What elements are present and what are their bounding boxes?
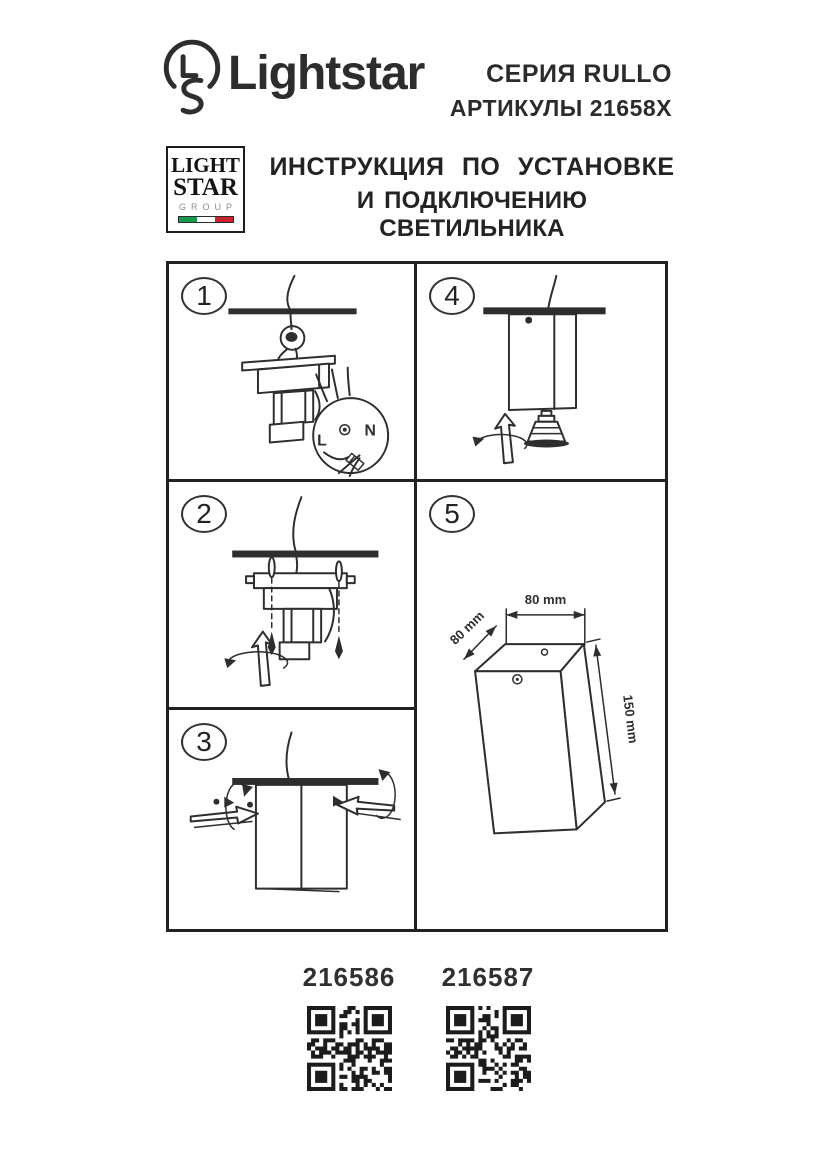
diagram-step-5 bbox=[417, 482, 665, 929]
step-panel-3 bbox=[169, 710, 414, 929]
step-panel-1 bbox=[169, 264, 414, 482]
ceiling-line bbox=[232, 551, 378, 558]
step-panel-5 bbox=[417, 482, 665, 929]
live-label: L bbox=[317, 432, 327, 450]
dim-height-label: 150 mm bbox=[620, 693, 641, 745]
qr-code bbox=[307, 1006, 392, 1091]
dim-width-label: 80 mm bbox=[524, 591, 567, 607]
fixture-box bbox=[475, 644, 605, 833]
fixture-body bbox=[509, 314, 576, 410]
title-line-2: И ПОДКЛЮЧЕНИЮ СВЕТИЛЬНИКА bbox=[356, 187, 588, 242]
step-number: 2 bbox=[196, 498, 212, 529]
flag-white bbox=[197, 217, 215, 222]
step-number: 4 bbox=[444, 280, 460, 311]
instruction-grid bbox=[166, 261, 668, 932]
neutral-label: N bbox=[364, 422, 376, 440]
logo-line-light: LIGHT bbox=[171, 152, 240, 177]
brand-wordmark: Lightstar bbox=[228, 47, 425, 100]
series-label: СЕРИЯ RULLO bbox=[486, 60, 672, 88]
dimension-width bbox=[506, 592, 585, 645]
flag-red bbox=[215, 217, 233, 222]
logo-line-group: GROUP bbox=[178, 202, 237, 213]
left-screw-arrow bbox=[191, 783, 258, 829]
step-number: 5 bbox=[444, 498, 460, 529]
step-number: 3 bbox=[196, 726, 212, 757]
logo-line-star: STAR bbox=[173, 173, 238, 201]
ceiling-line bbox=[228, 308, 356, 314]
step-number-badge bbox=[181, 495, 227, 533]
lightstar-group-logo bbox=[166, 146, 245, 233]
rotation-arrow bbox=[472, 414, 526, 463]
ceiling-line bbox=[232, 778, 378, 785]
title-line-1: ИНСТРУКЦИЯ ПО УСТАНОВКЕ bbox=[269, 153, 675, 181]
step-panel-2 bbox=[169, 482, 414, 710]
step-number: 1 bbox=[196, 280, 212, 311]
step-number-badge bbox=[429, 495, 475, 533]
product-216586 bbox=[289, 962, 409, 1091]
mounting-bracket bbox=[242, 356, 335, 443]
product-code: 216587 bbox=[441, 962, 535, 992]
product-code: 216586 bbox=[302, 962, 396, 992]
articles-label: АРТИКУЛЫ 21658X bbox=[449, 95, 672, 121]
lamp-bulb bbox=[524, 411, 569, 447]
product-216587 bbox=[428, 962, 548, 1091]
step-number-badge bbox=[181, 277, 227, 315]
page-title bbox=[262, 153, 682, 243]
step-number-badge bbox=[429, 277, 475, 315]
qr-code bbox=[446, 1006, 531, 1091]
step-panel-4 bbox=[417, 264, 665, 482]
dimension-depth bbox=[447, 608, 499, 662]
rotation-arrow bbox=[224, 632, 287, 686]
lightstar-bulb-icon bbox=[161, 36, 223, 130]
ceiling-line bbox=[483, 307, 605, 314]
italy-flag-stripe bbox=[178, 216, 234, 223]
dim-depth-label: 80 mm bbox=[446, 607, 488, 648]
step-number-badge bbox=[181, 723, 227, 761]
flag-green bbox=[179, 217, 197, 222]
